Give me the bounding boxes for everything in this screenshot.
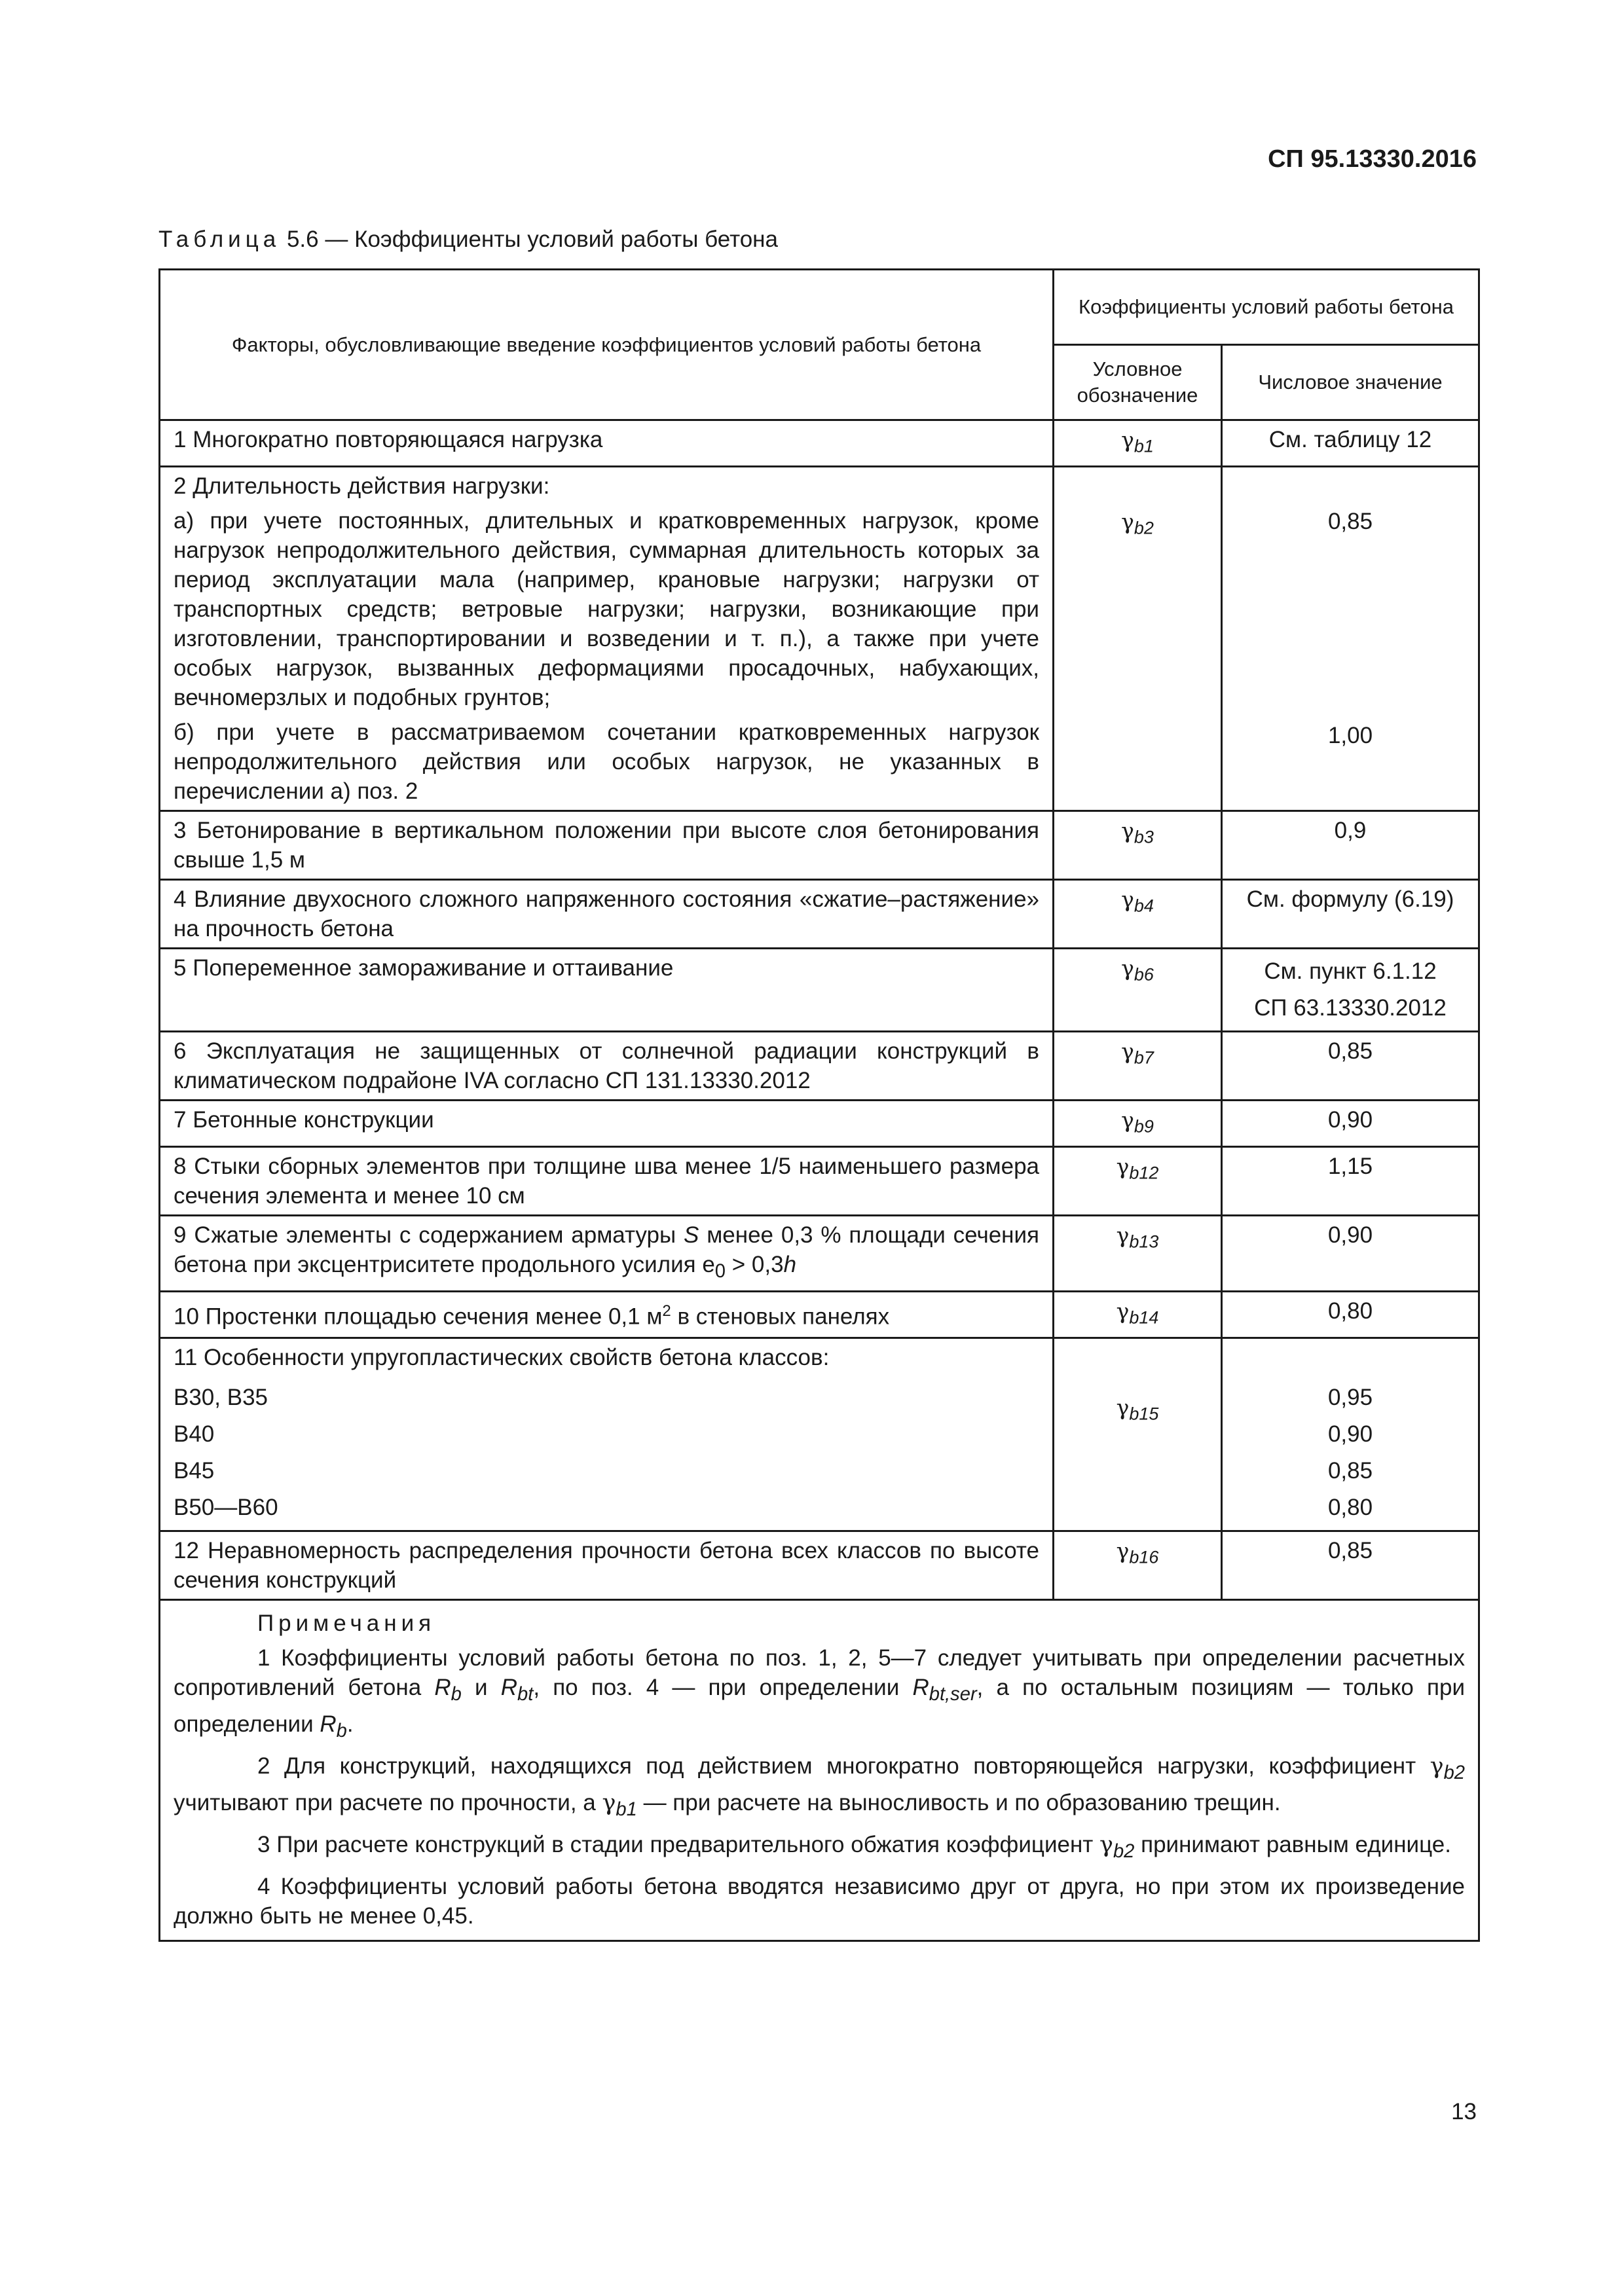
row-factor: 4 Влияние двухосного сложного напряженного состояния «сжатие–растяжение» на прочность бетона (160, 880, 1054, 949)
row-value: См. таблицу 12 (1222, 420, 1479, 467)
row-value: 0,9 (1222, 811, 1479, 880)
table-notes (160, 1600, 1479, 1941)
row-symbol: $\gamma_{b3}$ (1054, 811, 1222, 880)
document-code: СП 95.13330.2016 (1268, 145, 1477, 173)
row-symbol: $\gamma_{b2}$ (1054, 467, 1222, 811)
row-factor: 11 Особенности упругопластических свойств бетона классов: В30, В35 В40 В45 В50—В60 (160, 1338, 1054, 1531)
row-symbol: $\gamma_{b13}$ (1054, 1216, 1222, 1292)
header-coefs: Коэффициенты условий работы бетона (1054, 270, 1479, 345)
table-row (160, 880, 1479, 949)
row-factor: 8 Стыки сборных элементов при толщине шва менее 1/5 наименьшего размера сечения элемента и менее 10 см (160, 1147, 1054, 1216)
note-4: 4 Коэффициенты условий работы бетона вводятся независимо друг от друга, но при этом их произведение должно быть не менее 0,45. (174, 1874, 1466, 1929)
table-row (160, 1531, 1479, 1600)
row-value: 0,90 (1222, 1216, 1479, 1292)
row-value: См. формулу (6.19) (1222, 880, 1479, 949)
caption-text: 5.6 — Коэффициенты условий работы бетона (286, 227, 778, 252)
table-row (160, 1147, 1479, 1216)
table-row (160, 1292, 1479, 1338)
row-symbol: $\gamma_{b1}$ (1054, 420, 1222, 467)
note-1: 1 Коэффициенты условий работы бетона по поз. 1, 2, 5—7 следует учитывать при определении расчетных сопротивлений бетона $R_b$ и $R_{bt}$, по поз. 4 — при определении $R_{bt,ser}$, а по остальным позициям — только при определении $R_b$. (174, 1645, 1466, 1741)
row-value: 0,90 (1222, 1101, 1479, 1147)
note-3: 3 При расчете конструкций в стадии предварительного обжатия коэффициент $\gamma_{b2}$ принимают равным единице. (257, 1832, 1451, 1862)
row-value: 0,85 (1222, 1531, 1479, 1600)
class-list: В30, В35 В40 В45 В50—В60 (174, 1385, 278, 1520)
table-row (160, 1101, 1479, 1147)
notes-title: Примечания (257, 1611, 436, 1636)
row-value: 0,80 (1222, 1292, 1479, 1338)
table-row (160, 1216, 1479, 1292)
row-factor: 12 Неравномерность распределения прочности бетона всех классов по высоте сечения конструкций (160, 1531, 1054, 1600)
row-value: 1,15 (1222, 1147, 1479, 1216)
table-caption (158, 227, 778, 253)
table-row (160, 1032, 1479, 1101)
header-row (160, 270, 1479, 345)
header-symbol: Условное обозначение (1054, 345, 1222, 420)
table-row (160, 467, 1479, 811)
note-2: 2 Для конструкций, находящихся под действием многократно повторяющейся нагрузки, коэффициент $\gamma_{b2}$ учитывают при расчете по прочности, а $\gamma_{b1}$ — при расчете на выносливость и по образованию трещин. (174, 1753, 1466, 1820)
row-symbol: $\gamma_{b7}$ (1054, 1032, 1222, 1101)
row-symbol: $\gamma_{b14}$ (1054, 1292, 1222, 1338)
row-factor: 5 Попеременное замораживание и оттаивание (160, 949, 1054, 1032)
caption-label: Таблица (158, 227, 281, 252)
table-row (160, 949, 1479, 1032)
row-symbol: $\gamma_{b9}$ (1054, 1101, 1222, 1147)
row-value: 0,85 (1222, 1032, 1479, 1101)
row-symbol: $\gamma_{b12}$ (1054, 1147, 1222, 1216)
row-value: 0,85 1,00 (1222, 467, 1479, 811)
gamma-symbol: γ (1121, 427, 1134, 452)
row-factor: 7 Бетонные конструкции (160, 1101, 1054, 1147)
notes-row (160, 1600, 1479, 1941)
row-factor: 6 Эксплуатация не защищенных от солнечной радиации конструкций в климатическом подрайоне IVA согласно СП 131.13330.2012 (160, 1032, 1054, 1101)
header-value: Числовое значение (1222, 345, 1479, 420)
row-symbol: $\gamma_{b6}$ (1054, 949, 1222, 1032)
table-row (160, 420, 1479, 467)
row-factor: 2 Длительность действия нагрузки: а) при учете постоянных, длительных и кратковременных нагрузок, кроме нагрузок непродолжительного действия, суммарная длительность которых за период эксплуатации мала (например, крановые нагрузки; нагрузки от транспортных средств; ветровые нагрузки; нагрузки, возникающие при изготовлении, транспортировании и возведении и т. п.), а также при учете особых нагрузок, вызванных деформациями просадочных, набухающих, вечномерзлых и подобных грунтов; б) при учете в рассматриваемом сочетании кратковременных нагрузок непродолжительного действия или особых нагрузок, не указанных в перечислении а) поз. 2 (160, 467, 1054, 811)
row-symbol: $\gamma_{b4}$ (1054, 880, 1222, 949)
table-row (160, 1338, 1479, 1531)
row-factor: 1 Многократно повторяющаяся нагрузка (160, 420, 1054, 467)
row-symbol: $\gamma_{b15}$ (1054, 1338, 1222, 1531)
row-value (1222, 1338, 1479, 1531)
value-list: 0,95 0,90 0,85 0,80 (1327, 1385, 1373, 1520)
coefficients-table (158, 268, 1480, 1942)
row-factor: 10 Простенки площадью сечения менее 0,1 $м^2$ в стеновых панелях (160, 1292, 1054, 1338)
row-value: См. пункт 6.1.12 СП 63.13330.2012 (1222, 949, 1479, 1032)
row-factor: 3 Бетонирование в вертикальном положении при высоте слоя бетонирования свыше 1,5 м (160, 811, 1054, 880)
table-row (160, 811, 1479, 880)
header-factors: Факторы, обусловливающие введение коэффициентов условий работы бетона (160, 270, 1054, 420)
page-number: 13 (1451, 2099, 1477, 2124)
row-symbol: $\gamma_{b16}$ (1054, 1531, 1222, 1600)
row-factor: 9 Сжатые элементы с содержанием арматуры S менее 0,3 % площади сечения бетона при эксцентриситете продольного усилия $e_0 > 0,3h$ (160, 1216, 1054, 1292)
